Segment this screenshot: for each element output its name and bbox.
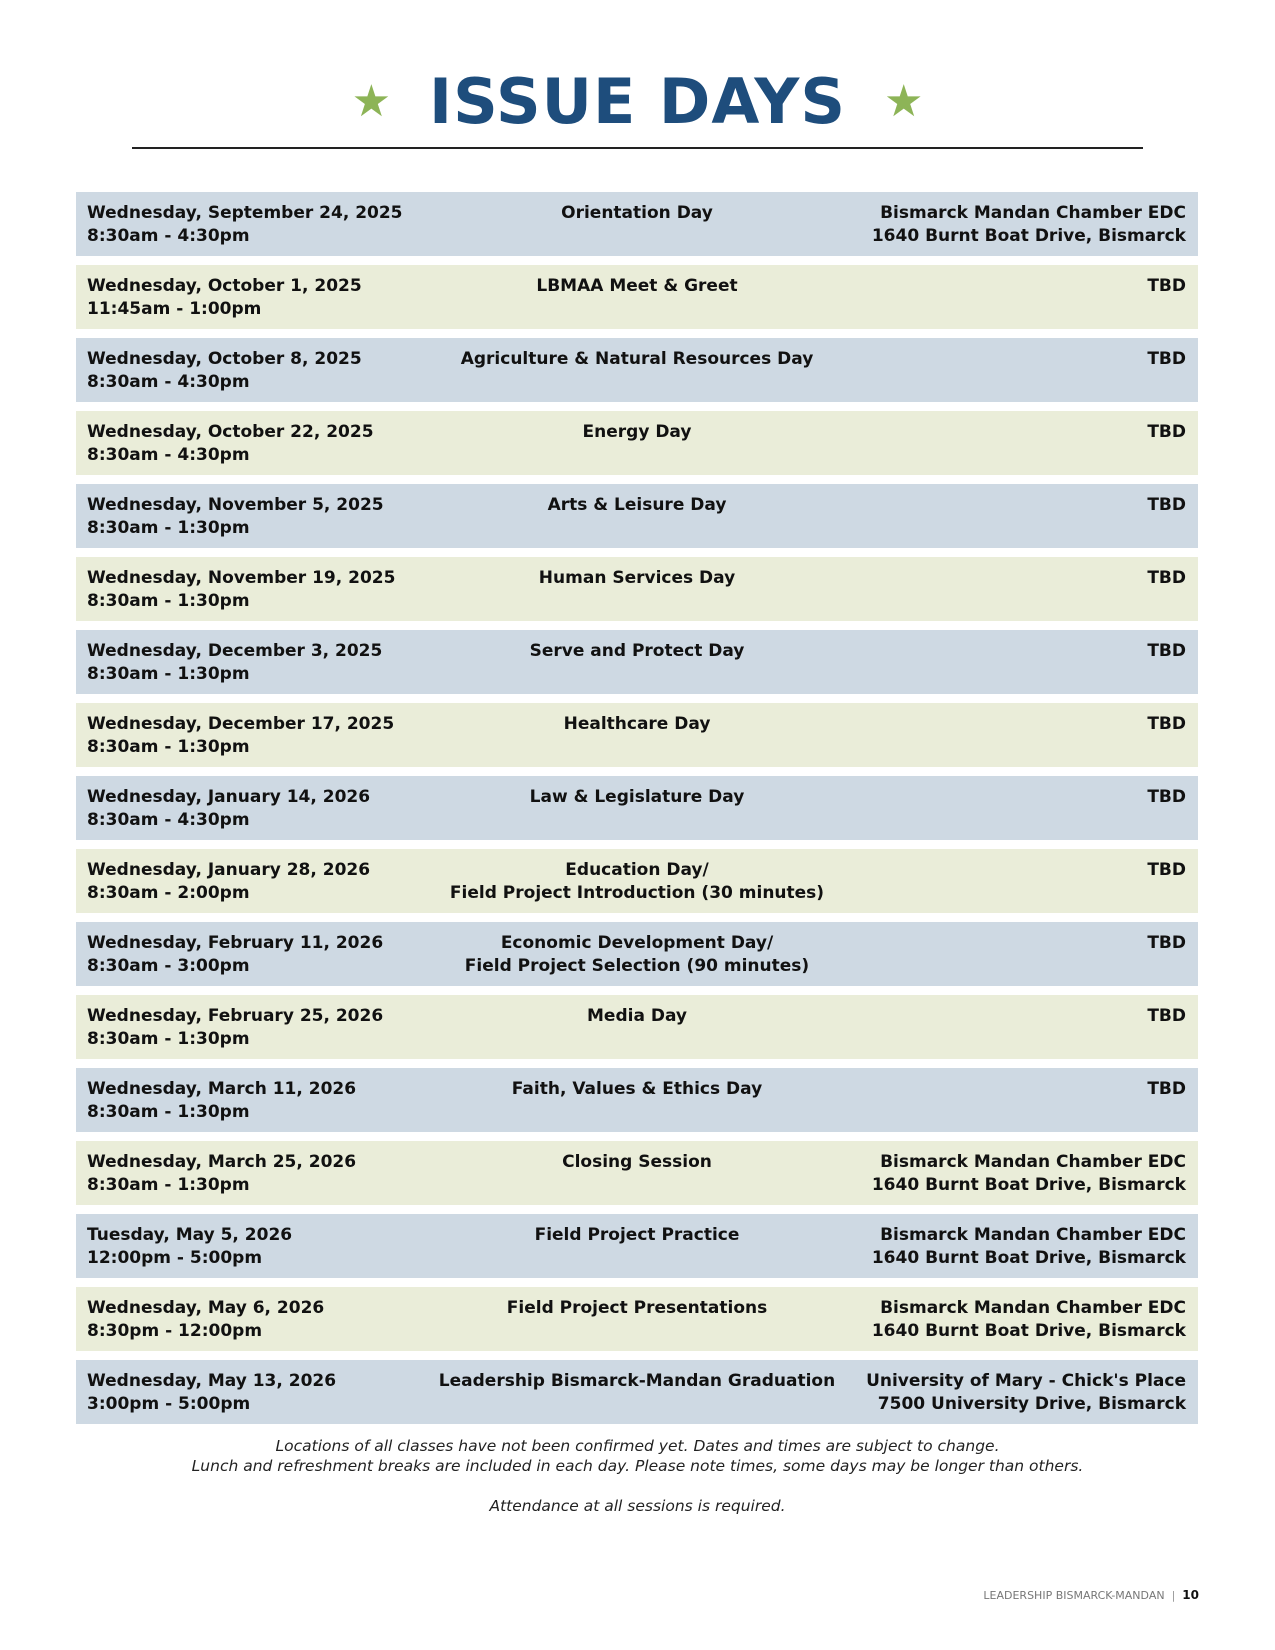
- row-date-time: [87, 421, 477, 467]
- page-number: 10: [1182, 1588, 1199, 1602]
- row-event: [437, 932, 837, 978]
- row-date-time: [87, 494, 477, 540]
- row-date: Wednesday, October 8, 2025: [87, 349, 362, 369]
- row-location: [846, 1151, 1186, 1197]
- schedule-row: [76, 557, 1198, 621]
- row-event-line: Field Project Practice: [534, 1225, 740, 1245]
- row-time: 8:30am - 1:30pm: [87, 1102, 250, 1122]
- row-event-line: Field Project Introduction (30 minutes): [449, 883, 825, 903]
- row-date-time: [87, 1005, 477, 1051]
- row-time: 8:30am - 1:30pm: [87, 1029, 250, 1049]
- row-event: [437, 567, 837, 590]
- row-event-line: Energy Day: [582, 422, 692, 442]
- row-location-line: 1640 Burnt Boat Drive, Bismarck: [871, 1248, 1186, 1268]
- row-location: [846, 1370, 1186, 1416]
- row-location: [846, 202, 1186, 248]
- row-location: [846, 786, 1186, 809]
- row-event-line: Orientation Day: [561, 203, 713, 223]
- row-event: [437, 1005, 837, 1028]
- star-icon: ★: [351, 76, 392, 127]
- row-event-line: Law & Legislature Day: [529, 787, 745, 807]
- row-time: 12:00pm - 5:00pm: [87, 1248, 263, 1268]
- schedule-row: [76, 265, 1198, 329]
- row-date: Wednesday, March 25, 2026: [87, 1152, 357, 1172]
- row-location: [846, 713, 1186, 736]
- row-location-line: Bismarck Mandan Chamber EDC: [880, 1298, 1186, 1318]
- row-event: [437, 1078, 837, 1101]
- row-location-line: TBD: [1147, 1079, 1186, 1099]
- schedule-row: [76, 922, 1198, 986]
- row-event-line: Field Project Presentations: [506, 1298, 768, 1318]
- row-location: [846, 1078, 1186, 1101]
- row-time: 8:30am - 4:30pm: [87, 445, 250, 465]
- schedule-row: [76, 849, 1198, 913]
- row-location-line: TBD: [1147, 276, 1186, 296]
- row-date: Wednesday, May 6, 2026: [87, 1298, 325, 1318]
- note-locations: Locations of all classes have not been confirmed yet. Dates and times are subject to change.: [275, 1437, 1000, 1455]
- schedule-row: [76, 411, 1198, 475]
- row-location-line: TBD: [1147, 422, 1186, 442]
- row-time: 8:30am - 1:30pm: [87, 664, 250, 684]
- row-date-time: [87, 786, 477, 832]
- row-date-time: [87, 1297, 477, 1343]
- row-event-line: Human Services Day: [538, 568, 736, 588]
- row-location-line: TBD: [1147, 349, 1186, 369]
- row-time: 8:30am - 1:30pm: [87, 518, 250, 538]
- row-date-time: [87, 1151, 477, 1197]
- schedule-row: [76, 1068, 1198, 1132]
- row-location: [846, 494, 1186, 517]
- row-location-line: TBD: [1147, 1006, 1186, 1026]
- row-time: 8:30am - 1:30pm: [87, 737, 250, 757]
- row-event: [437, 640, 837, 663]
- row-location: [846, 932, 1186, 955]
- row-location-line: 1640 Burnt Boat Drive, Bismarck: [871, 1321, 1186, 1341]
- issue-days-schedule: [76, 192, 1198, 1433]
- row-date: Wednesday, January 28, 2026: [87, 860, 371, 880]
- row-date-time: [87, 275, 477, 321]
- row-event-line: Field Project Selection (90 minutes): [464, 956, 810, 976]
- row-location-line: TBD: [1147, 495, 1186, 515]
- schedule-row: [76, 338, 1198, 402]
- row-event: [437, 1151, 837, 1174]
- row-time: 11:45am - 1:00pm: [87, 299, 262, 319]
- schedule-notes: [0, 1436, 1275, 1516]
- page-title: ISSUE DAYS: [429, 65, 846, 138]
- row-event: [437, 348, 837, 371]
- row-event-line: Healthcare Day: [563, 714, 711, 734]
- row-location-line: 1640 Burnt Boat Drive, Bismarck: [871, 1175, 1186, 1195]
- row-time: 8:30pm - 12:00pm: [87, 1321, 263, 1341]
- schedule-row: [76, 484, 1198, 548]
- row-event: [437, 1297, 837, 1320]
- row-event-line: Agriculture & Natural Resources Day: [460, 349, 814, 369]
- row-time: 8:30am - 4:30pm: [87, 226, 250, 246]
- row-time: 3:00pm - 5:00pm: [87, 1394, 251, 1414]
- row-date: Wednesday, October 1, 2025: [87, 276, 362, 296]
- schedule-row: [76, 776, 1198, 840]
- row-date: Wednesday, May 13, 2026: [87, 1371, 337, 1391]
- row-location-line: TBD: [1147, 787, 1186, 807]
- row-date-time: [87, 348, 477, 394]
- row-location-line: 7500 University Drive, Bismarck: [877, 1394, 1186, 1414]
- schedule-row: [76, 1287, 1198, 1351]
- note-breaks: Lunch and refreshment breaks are included in each day. Please note times, some days may be longer than others.: [191, 1457, 1084, 1475]
- row-location-line: Bismarck Mandan Chamber EDC: [880, 1152, 1186, 1172]
- row-date-time: [87, 1224, 477, 1270]
- row-location: [846, 1005, 1186, 1028]
- row-date-time: [87, 640, 477, 686]
- row-time: 8:30am - 1:30pm: [87, 591, 250, 611]
- row-date: Wednesday, November 5, 2025: [87, 495, 384, 515]
- row-location: [846, 1297, 1186, 1343]
- row-event: [437, 786, 837, 809]
- page-footer: [983, 1588, 1199, 1602]
- row-event: [437, 1370, 837, 1393]
- row-date-time: [87, 202, 477, 248]
- row-date: Wednesday, February 25, 2026: [87, 1006, 384, 1026]
- row-event-line: Media Day: [587, 1006, 687, 1026]
- schedule-row: [76, 630, 1198, 694]
- row-location: [846, 859, 1186, 882]
- row-location-line: TBD: [1147, 860, 1186, 880]
- row-location-line: Bismarck Mandan Chamber EDC: [880, 1225, 1186, 1245]
- row-date: Wednesday, December 3, 2025: [87, 641, 383, 661]
- row-date: Wednesday, January 14, 2026: [87, 787, 371, 807]
- footer-separator: |: [1171, 1589, 1176, 1602]
- row-location: [846, 640, 1186, 663]
- star-icon: ★: [883, 76, 924, 127]
- row-date: Wednesday, November 19, 2025: [87, 568, 396, 588]
- row-event: [437, 275, 837, 298]
- row-event: [437, 1224, 837, 1247]
- row-date-time: [87, 713, 477, 759]
- schedule-row: [76, 995, 1198, 1059]
- row-event-line: Faith, Values & Ethics Day: [511, 1079, 763, 1099]
- row-date-time: [87, 1078, 477, 1124]
- row-location-line: TBD: [1147, 641, 1186, 661]
- note-attendance: Attendance at all sessions is required.: [489, 1497, 786, 1515]
- row-date: Wednesday, February 11, 2026: [87, 933, 384, 953]
- row-event-line: LBMAA Meet & Greet: [536, 276, 738, 296]
- row-time: 8:30am - 1:30pm: [87, 1175, 250, 1195]
- row-date: Wednesday, October 22, 2025: [87, 422, 374, 442]
- row-date-time: [87, 567, 477, 613]
- row-location: [846, 421, 1186, 444]
- row-event-line: Leadership Bismarck-Mandan Graduation: [438, 1371, 836, 1391]
- row-event: [437, 202, 837, 225]
- row-time: 8:30am - 4:30pm: [87, 810, 250, 830]
- row-time: 8:30am - 2:00pm: [87, 883, 250, 903]
- row-date-time: [87, 1370, 477, 1416]
- schedule-row: [76, 1214, 1198, 1278]
- row-time: 8:30am - 4:30pm: [87, 372, 250, 392]
- row-date-time: [87, 859, 477, 905]
- row-date-time: [87, 932, 477, 978]
- row-event-line: Education Day/: [565, 860, 709, 880]
- row-event: [437, 859, 837, 905]
- page-header: [0, 62, 1275, 142]
- footer-label: LEADERSHIP BISMARCK-MANDAN: [983, 1589, 1165, 1602]
- row-event-line: Closing Session: [562, 1152, 712, 1172]
- schedule-row: [76, 703, 1198, 767]
- row-location: [846, 567, 1186, 590]
- row-location-line: TBD: [1147, 933, 1186, 953]
- schedule-row: [76, 1360, 1198, 1424]
- schedule-row: [76, 1141, 1198, 1205]
- row-date: Wednesday, September 24, 2025: [87, 203, 403, 223]
- row-time: 8:30am - 3:00pm: [87, 956, 250, 976]
- row-location: [846, 1224, 1186, 1270]
- row-date: Wednesday, December 17, 2025: [87, 714, 395, 734]
- row-event-line: Arts & Leisure Day: [547, 495, 727, 515]
- row-event-line: Serve and Protect Day: [529, 641, 745, 661]
- row-location-line: University of Mary - Chick's Place: [866, 1371, 1186, 1391]
- row-location-line: 1640 Burnt Boat Drive, Bismarck: [871, 226, 1186, 246]
- row-location: [846, 348, 1186, 371]
- schedule-row: [76, 192, 1198, 256]
- title-divider: [132, 147, 1143, 149]
- row-date: Wednesday, March 11, 2026: [87, 1079, 357, 1099]
- row-location-line: Bismarck Mandan Chamber EDC: [880, 203, 1186, 223]
- row-location-line: TBD: [1147, 568, 1186, 588]
- row-event: [437, 713, 837, 736]
- row-location: [846, 275, 1186, 298]
- row-event-line: Economic Development Day/: [500, 933, 774, 953]
- row-event: [437, 421, 837, 444]
- row-location-line: TBD: [1147, 714, 1186, 734]
- row-event: [437, 494, 837, 517]
- row-date: Tuesday, May 5, 2026: [87, 1225, 293, 1245]
